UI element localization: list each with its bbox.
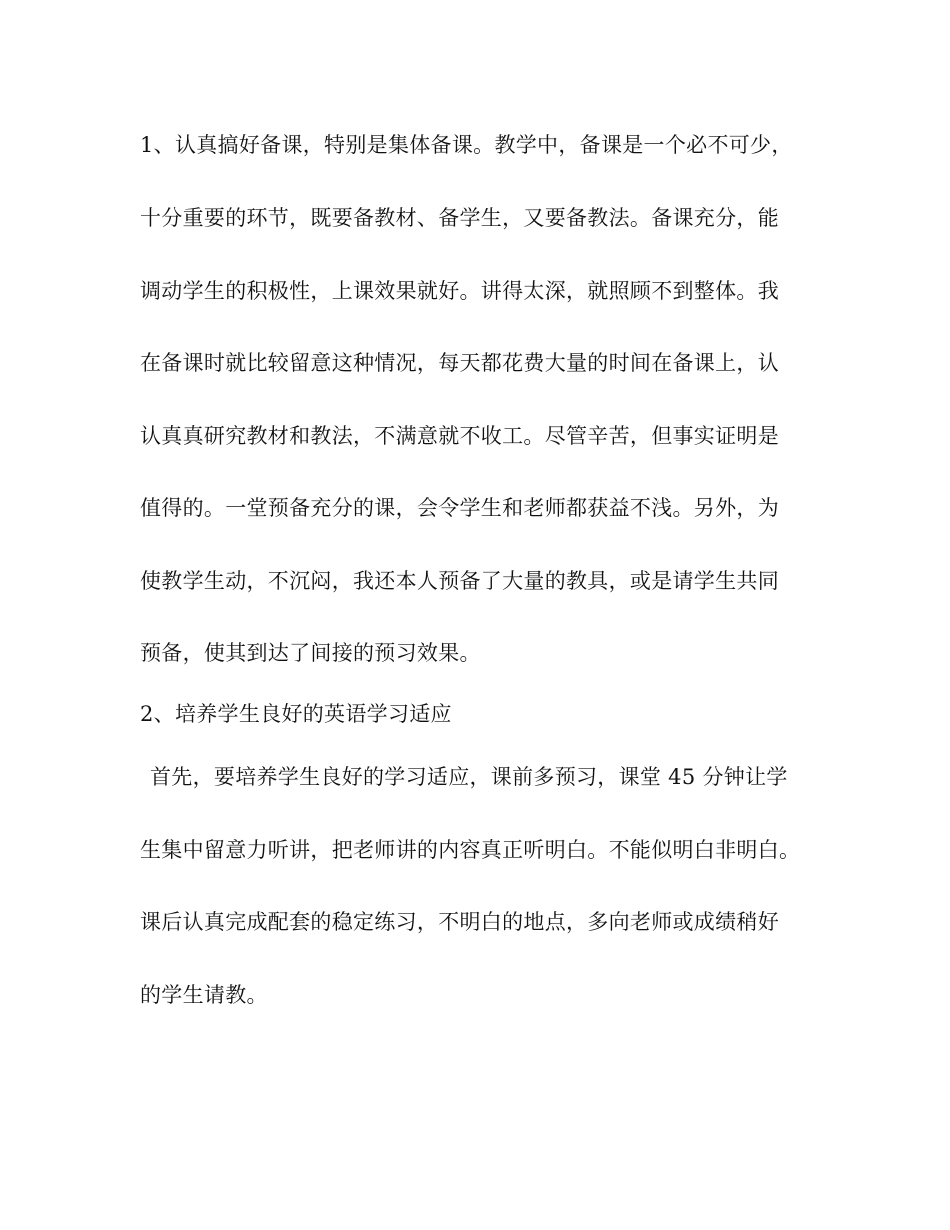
paragraph-1-line-6: 值得的。一堂预备充分的课，会令学生和老师都获益不浅。另外，为 bbox=[140, 496, 779, 520]
paragraph-1-line-4: 在备课时就比较留意这种情况，每天都花费大量的时间在备课上，认 bbox=[140, 351, 779, 375]
section-heading-2: 2、培养学生良好的英语学习适应 bbox=[140, 702, 452, 726]
paragraph-1-line-7: 使教学生动，不沉闷，我还本人预备了大量的教具，或是请学生共同 bbox=[140, 569, 779, 593]
paragraph-1-line-1: 1、认真搞好备课，特别是集体备课。教学中，备课是一个必不可少， bbox=[140, 133, 793, 157]
paragraph-2-line-1: 首先，要培养学生良好的学习适应，课前多预习，课堂 45 分钟让学 bbox=[150, 765, 788, 789]
paragraph-1-line-3: 调动学生的积极性，上课效果就好。讲得太深，就照顾不到整体。我 bbox=[140, 279, 779, 303]
paragraph-2-line-3: 课后认真完成配套的稳定练习，不明白的地点，多向老师或成绩稍好 bbox=[140, 910, 779, 934]
paragraph-2-line-2: 生集中留意力听讲，把老师讲的内容真正听明白。不能似明白非明白。 bbox=[140, 838, 801, 862]
paragraph-1-line-8: 预备，使其到达了间接的预习效果。 bbox=[140, 641, 481, 665]
paragraph-1-line-5: 认真真研究教材和教法，不满意就不收工。尽管辛苦，但事实证明是 bbox=[140, 424, 779, 448]
paragraph-2-line-4: 的学生请教。 bbox=[140, 983, 268, 1007]
paragraph-1-line-2: 十分重要的环节，既要备教材、备学生，又要备教法。备课充分，能 bbox=[140, 206, 779, 230]
